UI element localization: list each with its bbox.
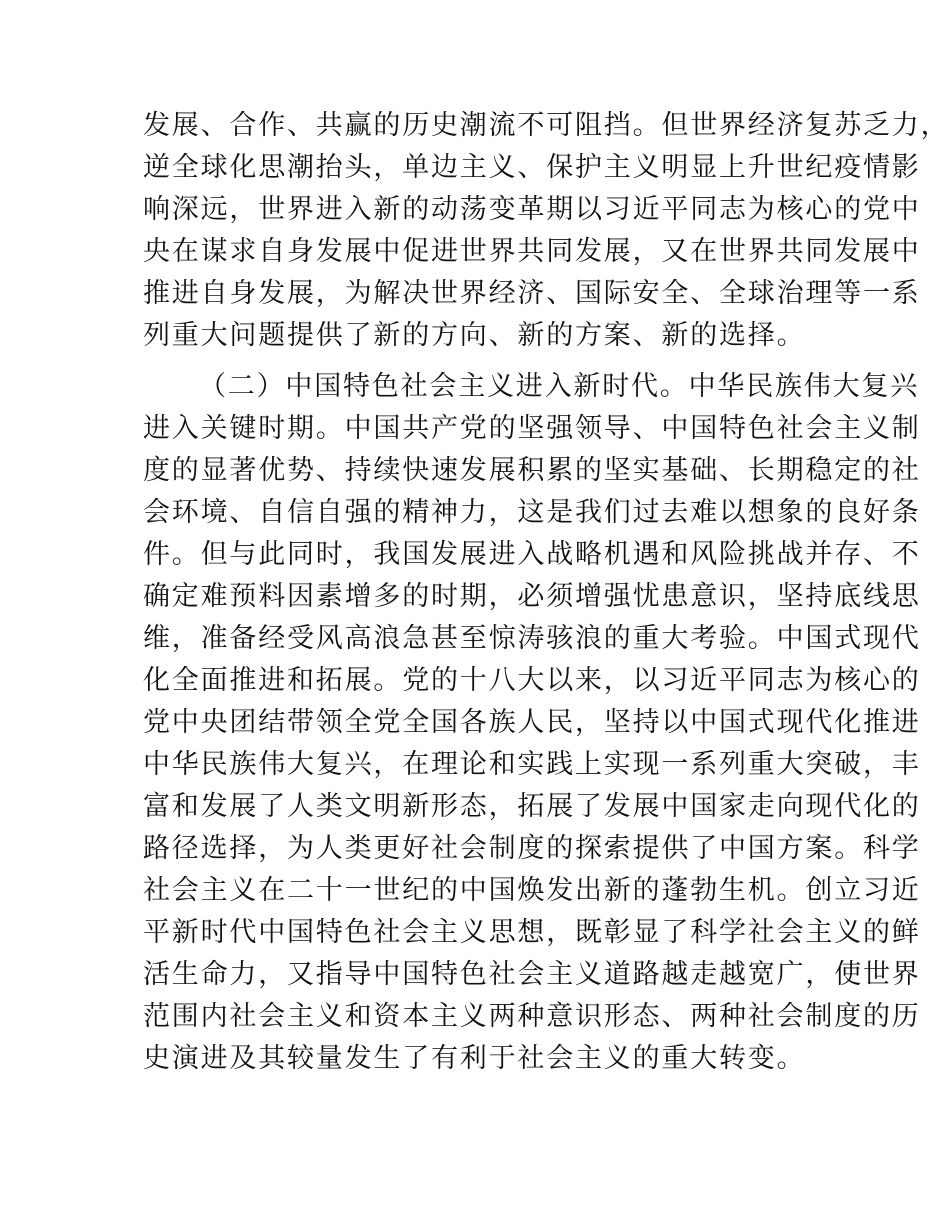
text-line: 逆全球化思潮抬头，单边主义、保护主义明显上升世纪疫情影: [143, 152, 921, 183]
text-line: 维，准备经受风高浪急甚至惊涛骇浪的重大考验。中国式现代: [143, 623, 921, 654]
text-line: 列重大问题提供了新的方向、新的方案、新的选择。: [143, 320, 806, 351]
text-line: 富和发展了人类文明新形态，拓展了发展中国家走向现代化的: [143, 791, 921, 822]
text-line: 件。但与此同时，我国发展进入战略机遇和风险挑战并存、不: [143, 539, 921, 570]
text-line: 活生命力，又指导中国特色社会主义道路越走越宽广，使世界: [143, 959, 921, 990]
section-heading-line: （二）中国特色社会主义进入新时代。中华民族伟大复兴: [199, 371, 919, 402]
text-line: 进入关键时期。中国共产党的坚强领导、中国特色社会主义制: [143, 413, 921, 444]
text-line: 党中央团结带领全党全国各族人民，坚持以中国式现代化推进: [143, 707, 921, 738]
text-line: 央在谋求自身发展中促进世界共同发展，又在世界共同发展中: [143, 236, 921, 267]
text-line: 度的显著优势、持续快速发展积累的坚实基础、长期稳定的社: [143, 455, 921, 486]
text-line: 化全面推进和拓展。党的十八大以来，以习近平同志为核心的: [143, 665, 921, 696]
text-line: 中华民族伟大复兴，在理论和实践上实现一系列重大突破，丰: [143, 749, 921, 780]
text-line: 会环境、自信自强的精神力，这是我们过去难以想象的良好条: [143, 497, 921, 528]
text-line: 社会主义在二十一世纪的中国焕发出新的蓬勃生机。创立习近: [143, 875, 921, 906]
text-line: 响深远，世界进入新的动荡变革期以习近平同志为核心的党中: [143, 194, 921, 225]
text-line: 推进自身发展，为解决世界经济、国际安全、全球治理等一系: [143, 278, 921, 309]
text-line: 发展、合作、共赢的历史潮流不可阻挡。但世界经济复苏乏力，: [143, 110, 950, 141]
paragraph-continuation: [143, 105, 950, 357]
text-line: 史演进及其较量发生了有利于社会主义的重大转变。: [143, 1043, 806, 1074]
text-line: 确定难预料因素增多的时期，必须增强忧患意识，坚持底线思: [143, 581, 921, 612]
text-line: 路径选择，为人类更好社会制度的探索提供了中国方案。科学: [143, 833, 921, 864]
paragraph-section-two: [143, 366, 921, 1080]
text-line: 平新时代中国特色社会主义思想，既彰显了科学社会主义的鲜: [143, 917, 921, 948]
text-line: 范围内社会主义和资本主义两种意识形态、两种社会制度的历: [143, 1001, 921, 1032]
